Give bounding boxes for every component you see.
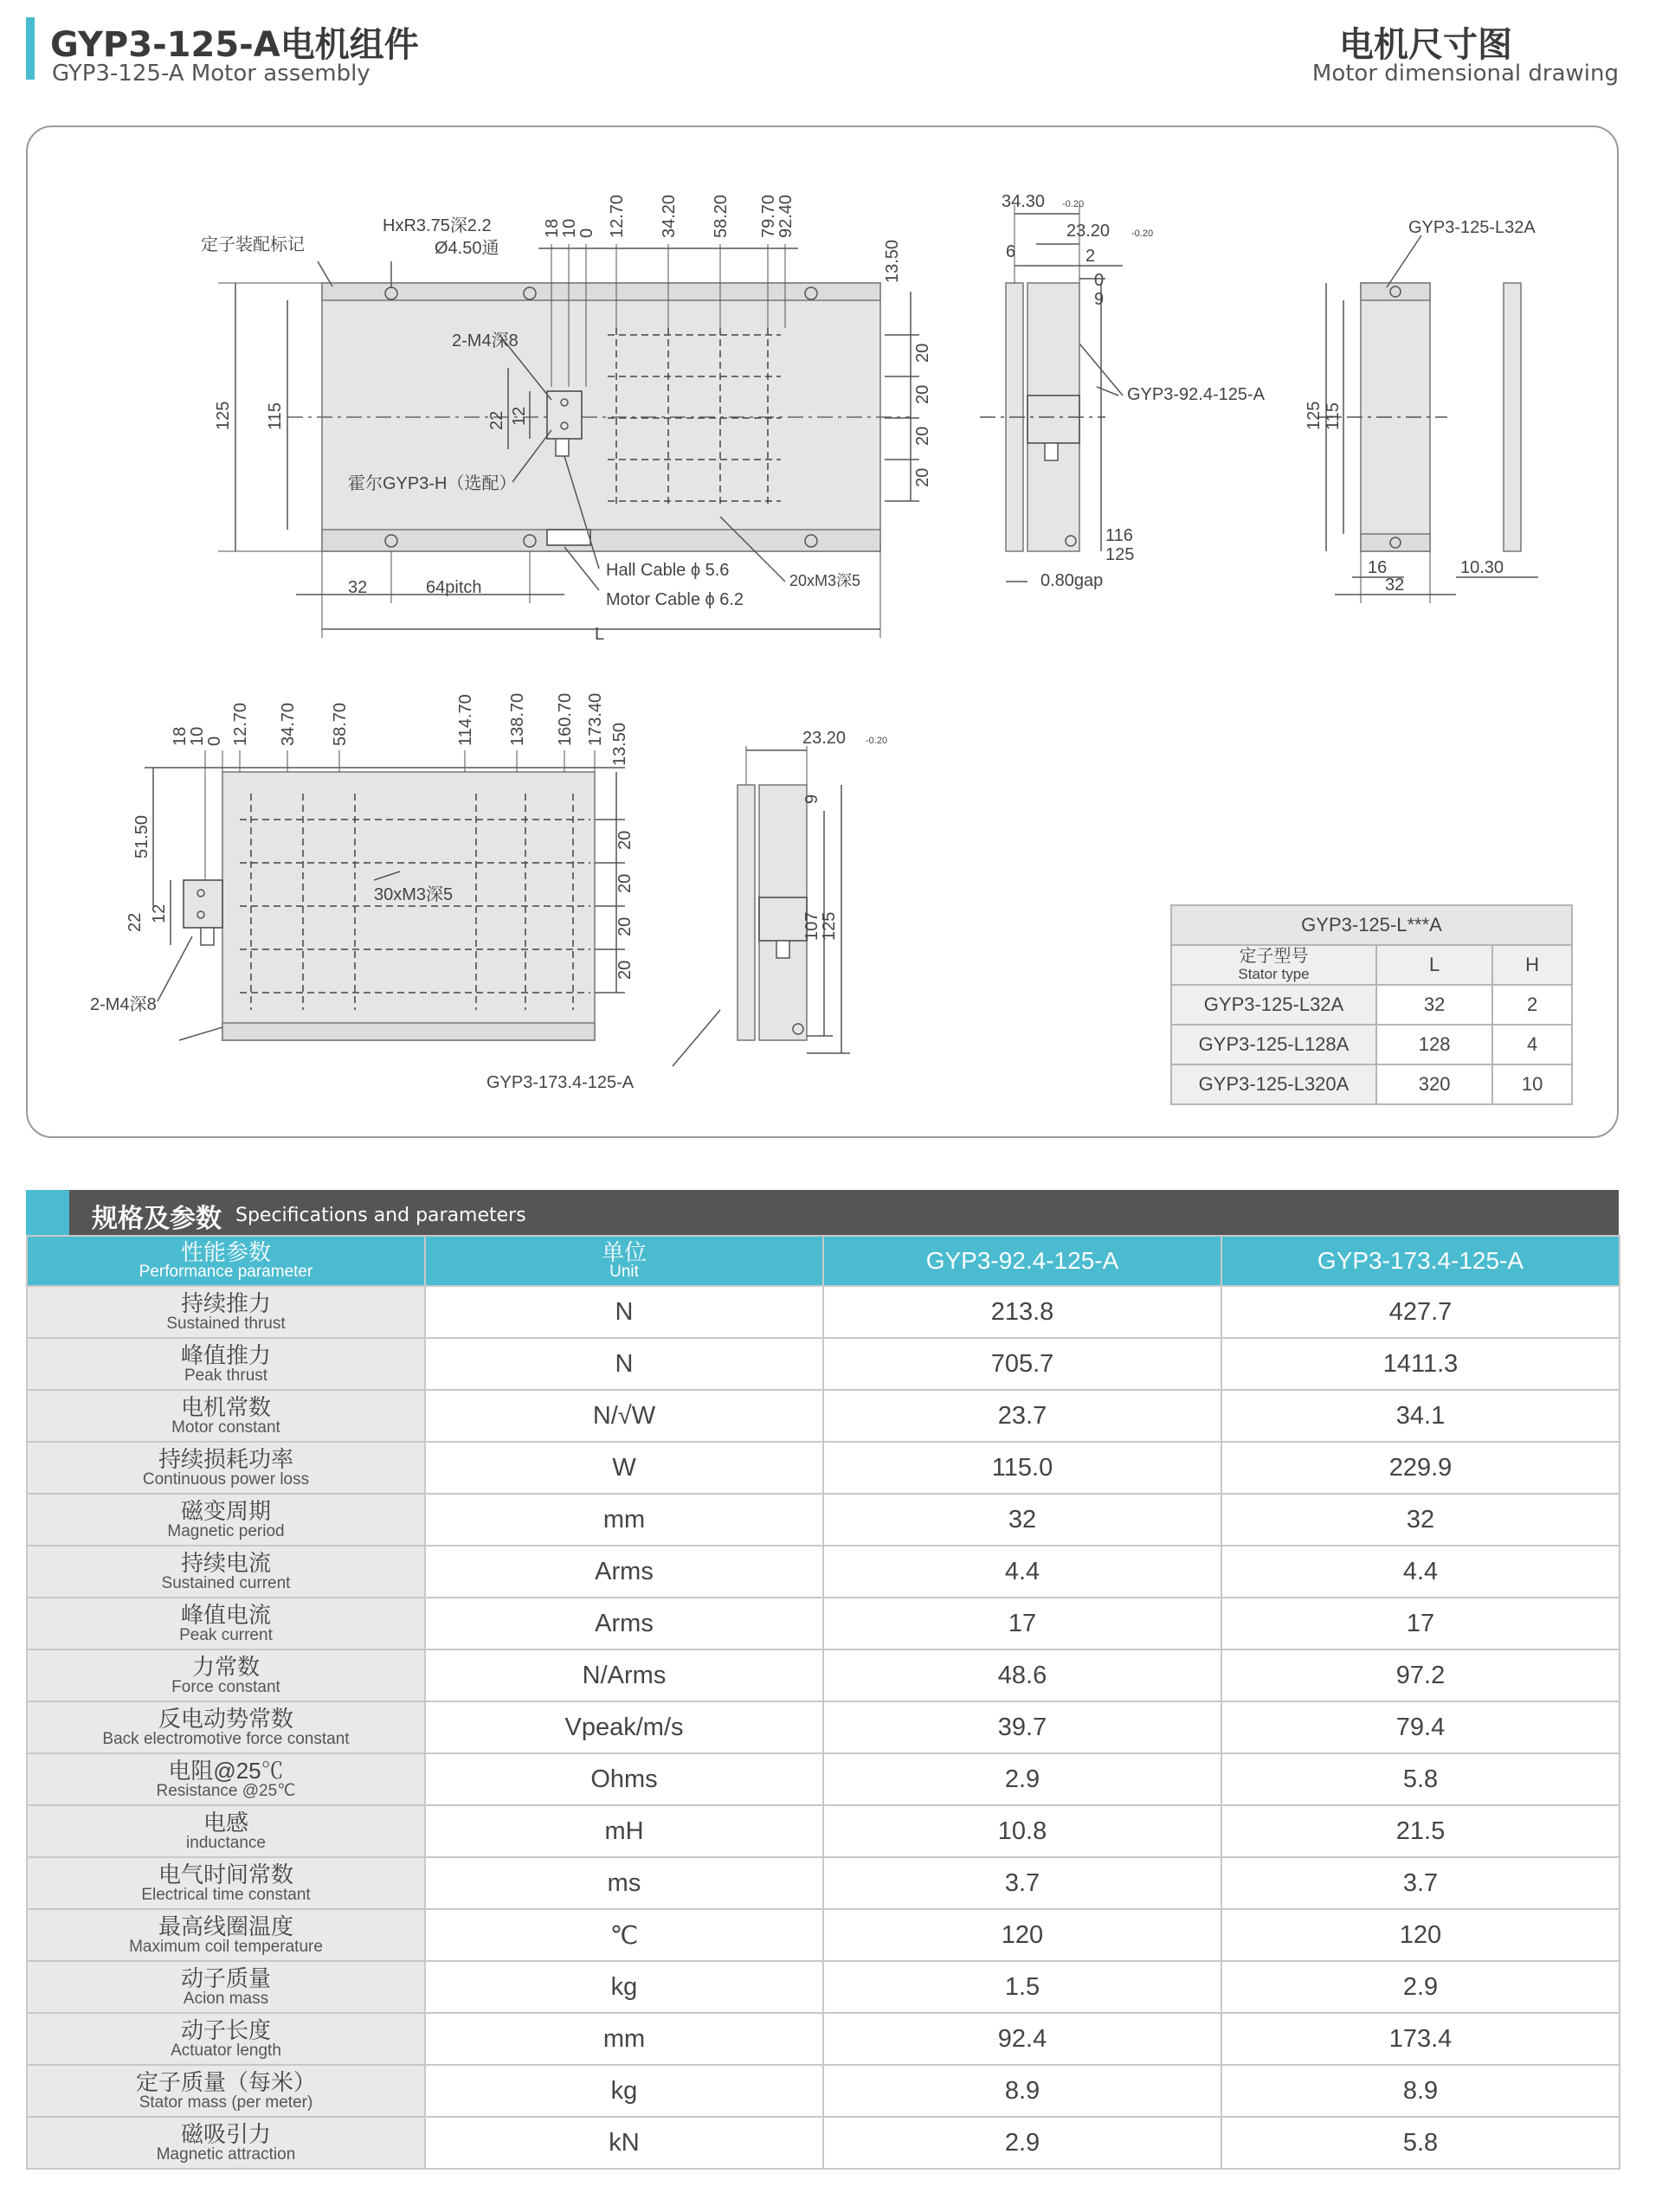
value-cell-model1: 115.0 xyxy=(823,1442,1221,1494)
side-view-1 xyxy=(980,192,1266,590)
spec-header-cn: 规格及参数 xyxy=(92,1204,222,1234)
stator-cell-H: 4 xyxy=(1492,1025,1572,1064)
label-115-stator: 115 xyxy=(1324,402,1343,430)
bottom-vdim-9: 173.40 xyxy=(586,692,605,746)
label-16: 16 xyxy=(1368,558,1388,577)
unit-cell: kg xyxy=(425,2065,823,2117)
value-cell-model2: 229.9 xyxy=(1221,1442,1620,1494)
label-motor-cable: Motor Cable ϕ 6.2 xyxy=(606,590,744,609)
value-cell-model1: 23.7 xyxy=(823,1390,1221,1442)
label-116: 116 xyxy=(1105,526,1133,545)
table-row xyxy=(1171,1025,1572,1064)
value-cell-model1: 705.7 xyxy=(823,1338,1221,1390)
stator-cell-type: GYP3-125-L128A xyxy=(1171,1025,1376,1064)
unit-cell: N xyxy=(425,1286,823,1338)
table-row xyxy=(27,2117,1620,2169)
unit-cell: mH xyxy=(425,1805,823,1857)
label-hall-cable: Hall Cable ϕ 5.6 xyxy=(606,561,730,580)
value-cell-model2: 79.4 xyxy=(1221,1701,1620,1753)
value-cell-model1: 92.4 xyxy=(823,2013,1221,2065)
param-cell xyxy=(27,1805,425,1857)
value-cell-model2: 34.1 xyxy=(1221,1390,1620,1442)
top-vdim-4: 34.20 xyxy=(660,194,679,238)
col-unit-cn: 单位 xyxy=(601,1239,647,1265)
label-12-top: 12 xyxy=(510,406,529,426)
label-20b-top: 20 xyxy=(913,384,932,404)
bottom-vdim-3: 12.70 xyxy=(231,702,250,746)
label-L: L xyxy=(595,625,605,644)
bottom-vdim-0: 18 xyxy=(171,726,190,746)
value-cell-model1: 4.4 xyxy=(823,1546,1221,1598)
label-107: 107 xyxy=(802,911,821,941)
table-row xyxy=(27,1961,1620,2013)
label-m4-top: 2-M4深8 xyxy=(452,331,519,350)
label-m4-bottom: 2-M4深8 xyxy=(90,995,157,1014)
unit-cell: Vpeak/m/s xyxy=(425,1701,823,1753)
param-cell xyxy=(27,2013,425,2065)
stator-cell-L: 320 xyxy=(1376,1064,1492,1104)
table-row xyxy=(27,1442,1620,1494)
param-cn: 电机常数 xyxy=(180,1394,271,1420)
stator-table-title: GYP3-125-L***A xyxy=(1171,905,1572,945)
stator-cell-L: 32 xyxy=(1376,985,1492,1025)
top-view xyxy=(201,195,932,644)
label-20c-top: 20 xyxy=(913,426,932,446)
label-22-top: 22 xyxy=(487,410,506,430)
label-10-30: 10.30 xyxy=(1460,558,1504,577)
unit-cell: W xyxy=(425,1442,823,1494)
value-cell-model1: 120 xyxy=(823,1909,1221,1961)
col-param-en: Performance parameter xyxy=(138,1263,313,1281)
value-cell-model2: 97.2 xyxy=(1221,1649,1620,1701)
value-cell-model2: 2.9 xyxy=(1221,1961,1620,2013)
param-en: inductance xyxy=(186,1834,266,1852)
param-en: Actuator length xyxy=(171,2042,281,2060)
param-cell xyxy=(27,1857,425,1909)
table-row xyxy=(27,1909,1620,1961)
label-hall-sensor: 霍尔GYP3-H（选配） xyxy=(348,474,517,493)
label-m3-top: 20xM3深5 xyxy=(789,572,861,589)
label-115-top: 115 xyxy=(266,402,285,430)
unit-cell: N/Arms xyxy=(425,1649,823,1701)
label-125-stator: 125 xyxy=(1304,401,1324,430)
param-en: Motor constant xyxy=(171,1418,280,1437)
param-cn: 磁变周期 xyxy=(180,1498,271,1524)
spec-header-accent xyxy=(26,1190,69,1235)
unit-cell: N/√W xyxy=(425,1390,823,1442)
table-row xyxy=(27,1753,1620,1805)
param-en: Electrical time constant xyxy=(141,1886,311,1904)
table-row xyxy=(27,1805,1620,1857)
unit-cell: ms xyxy=(425,1857,823,1909)
label-23-20-side2: 23.20 xyxy=(802,729,847,748)
bottom-vdim-5: 58.70 xyxy=(331,702,350,746)
value-cell-model2: 4.4 xyxy=(1221,1546,1620,1598)
value-cell-model1: 3.7 xyxy=(823,1857,1221,1909)
label-20a-bottom: 20 xyxy=(615,830,635,850)
param-cell xyxy=(27,1286,425,1338)
label-12-bottom: 12 xyxy=(150,903,169,923)
label-6: 6 xyxy=(1006,242,1016,261)
label-9-side2: 9 xyxy=(802,794,821,804)
col-param-header xyxy=(27,1236,425,1286)
unit-cell: kg xyxy=(425,1961,823,2013)
table-row xyxy=(1171,985,1572,1025)
spec-table xyxy=(26,1235,1620,2170)
value-cell-model2: 32 xyxy=(1221,1494,1620,1546)
value-cell-model2: 120 xyxy=(1221,1909,1620,1961)
bottom-vdim-1: 10 xyxy=(188,726,207,746)
label-bottom-assembly: GYP3-173.4-125-A xyxy=(486,1073,635,1092)
value-cell-model2: 1411.3 xyxy=(1221,1338,1620,1390)
param-cn: 定子质量（每米） xyxy=(135,2069,316,2095)
section-title-drawing: 电机尺寸图 xyxy=(1339,25,1512,65)
value-cell-model1: 213.8 xyxy=(823,1286,1221,1338)
label-51-50: 51.50 xyxy=(132,814,151,858)
param-cell xyxy=(27,1649,425,1701)
value-cell-model1: 8.9 xyxy=(823,2065,1221,2117)
unit-cell: ℃ xyxy=(425,1909,823,1961)
page-title: GYP3-125-A电机组件 xyxy=(50,25,419,65)
unit-cell: N xyxy=(425,1338,823,1390)
param-cell xyxy=(27,1598,425,1649)
stator-cell-type: GYP3-125-L320A xyxy=(1171,1064,1376,1104)
label-9: 9 xyxy=(1094,290,1105,309)
param-cn: 电阻@25℃ xyxy=(168,1758,284,1784)
param-cn: 动子质量 xyxy=(180,1965,271,1991)
param-cn: 峰值推力 xyxy=(180,1342,271,1368)
spec-section xyxy=(26,1190,1619,2170)
table-row xyxy=(27,1701,1620,1753)
label-125-side1: 125 xyxy=(1105,545,1135,564)
table-row xyxy=(27,1546,1620,1598)
top-vdim-2: 0 xyxy=(577,228,596,238)
unit-cell: mm xyxy=(425,2013,823,2065)
section-subtitle-drawing: Motor dimensional drawing xyxy=(1311,61,1619,87)
param-cell xyxy=(27,1909,425,1961)
stator-col-L: L xyxy=(1376,945,1492,985)
label-34-30: 34.30 xyxy=(1002,192,1046,211)
value-cell-model2: 8.9 xyxy=(1221,2065,1620,2117)
param-cn: 持续电流 xyxy=(180,1550,271,1576)
param-cn: 峰值电流 xyxy=(180,1602,271,1628)
param-en: Peak thrust xyxy=(184,1366,268,1385)
value-cell-model2: 427.7 xyxy=(1221,1286,1620,1338)
drawing-panel xyxy=(26,125,1619,1138)
param-en: Force constant xyxy=(171,1678,280,1696)
value-cell-model1: 17 xyxy=(823,1598,1221,1649)
label-side1-assembly: GYP3-92.4-125-A xyxy=(1127,385,1265,404)
param-en: Magnetic attraction xyxy=(156,2145,296,2164)
param-cn: 电气时间常数 xyxy=(158,1862,293,1887)
label-stator-mark: 定子装配标记 xyxy=(201,235,305,254)
side-view-2 xyxy=(738,729,887,1053)
value-cell-model1: 1.5 xyxy=(823,1961,1221,2013)
value-cell-model1: 39.7 xyxy=(823,1701,1221,1753)
unit-cell: Arms xyxy=(425,1598,823,1649)
label-stator-model: GYP3-125-L32A xyxy=(1408,218,1536,237)
title-accent-bar xyxy=(26,17,35,80)
param-cell xyxy=(27,2065,425,2117)
top-vdim-5: 58.20 xyxy=(712,194,731,238)
table-row xyxy=(27,1857,1620,1909)
param-en: Stator mass (per meter) xyxy=(138,2093,313,2112)
param-cn: 力常数 xyxy=(191,1654,260,1680)
bottom-vdim-7: 138.70 xyxy=(508,692,527,746)
param-en: Peak current xyxy=(179,1626,273,1644)
value-cell-model2: 5.8 xyxy=(1221,1753,1620,1805)
stator-cell-type: GYP3-125-L32A xyxy=(1171,985,1376,1025)
col-unit-en: Unit xyxy=(609,1263,639,1281)
value-cell-model1: 32 xyxy=(823,1494,1221,1546)
page-subtitle: GYP3-125-A Motor assembly xyxy=(52,61,370,87)
stator-cell-H: 10 xyxy=(1492,1064,1572,1104)
label-hole-hxr: HxR3.75深2.2 xyxy=(383,216,492,235)
param-cell xyxy=(27,1442,425,1494)
bottom-vdim-2: 0 xyxy=(205,736,224,746)
label-20c-bottom: 20 xyxy=(615,916,635,936)
bottom-vdim-6: 114.70 xyxy=(456,694,475,746)
value-cell-model2: 3.7 xyxy=(1221,1857,1620,1909)
bottom-vdim-8: 160.70 xyxy=(556,692,575,746)
label-gap: 0.80gap xyxy=(1040,571,1104,590)
param-cell xyxy=(27,1961,425,2013)
col-unit-header xyxy=(425,1236,823,1286)
table-row xyxy=(27,2065,1620,2117)
label-hole-dia: Ø4.50通 xyxy=(435,239,499,258)
top-vdim-7: 92.40 xyxy=(776,194,796,238)
param-cn: 电感 xyxy=(203,1810,248,1836)
param-cell xyxy=(27,1753,425,1805)
param-cell xyxy=(27,1494,425,1546)
param-en: Sustained thrust xyxy=(166,1315,286,1333)
stator-view xyxy=(1304,218,1538,603)
label-32-stator: 32 xyxy=(1385,576,1405,595)
label-m3-bottom: 30xM3深5 xyxy=(374,885,454,904)
unit-cell: Ohms xyxy=(425,1753,823,1805)
param-cn: 磁吸引力 xyxy=(180,2121,271,2147)
stator-col-type xyxy=(1171,945,1376,985)
value-cell-model2: 21.5 xyxy=(1221,1805,1620,1857)
table-row xyxy=(27,1286,1620,1338)
value-cell-model1: 2.9 xyxy=(823,2117,1221,2169)
label-23-20: 23.20 xyxy=(1066,222,1111,241)
value-cell-model1: 2.9 xyxy=(823,1753,1221,1805)
top-vdim-1: 10 xyxy=(560,218,579,238)
stator-cell-H: 2 xyxy=(1492,985,1572,1025)
label-tol-side2: -0.20 xyxy=(866,736,888,746)
param-en: Maximum coil temperature xyxy=(129,1938,323,1956)
label-20a-top: 20 xyxy=(913,343,932,363)
top-vdim-0: 18 xyxy=(543,218,562,238)
table-row xyxy=(27,1390,1620,1442)
spec-header-en: Specifications and parameters xyxy=(235,1205,526,1226)
bottom-vdim-4: 34.70 xyxy=(279,702,298,746)
param-en: Magnetic period xyxy=(167,1522,285,1540)
label-22-bottom: 22 xyxy=(126,912,145,932)
label-20b-bottom: 20 xyxy=(615,873,635,893)
table-row xyxy=(27,1598,1620,1649)
table-row xyxy=(27,1494,1620,1546)
label-tol-1: -0.20 xyxy=(1062,199,1085,209)
label-pitch: 64pitch xyxy=(426,578,482,597)
stator-col-H: H xyxy=(1492,945,1572,985)
table-row xyxy=(1171,1064,1572,1104)
value-cell-model1: 48.6 xyxy=(823,1649,1221,1701)
unit-cell: mm xyxy=(425,1494,823,1546)
param-cn: 反电动势常数 xyxy=(158,1706,293,1732)
label-2: 2 xyxy=(1085,247,1096,266)
param-en: Continuous power loss xyxy=(142,1470,310,1489)
param-cell xyxy=(27,1546,425,1598)
label-20d-top: 20 xyxy=(913,467,932,487)
param-cn: 持续推力 xyxy=(180,1290,271,1316)
unit-cell: kN xyxy=(425,2117,823,2169)
value-cell-model2: 5.8 xyxy=(1221,2117,1620,2169)
label-0: 0 xyxy=(1094,271,1105,290)
label-125-side2: 125 xyxy=(820,911,839,941)
param-en: Sustained current xyxy=(161,1574,291,1592)
col-model1-header: GYP3-92.4-125-A xyxy=(823,1236,1221,1286)
value-cell-model1: 10.8 xyxy=(823,1805,1221,1857)
label-tol-2: -0.20 xyxy=(1131,228,1154,239)
top-vdim-3: 12.70 xyxy=(608,194,627,238)
param-cell xyxy=(27,2117,425,2169)
value-cell-model2: 17 xyxy=(1221,1598,1620,1649)
stator-type-table xyxy=(1170,904,1573,1105)
table-row xyxy=(27,1338,1620,1390)
col-model2-header: GYP3-173.4-125-A xyxy=(1221,1236,1620,1286)
label-13-50-bottom: 13.50 xyxy=(610,722,629,766)
value-cell-model2: 173.4 xyxy=(1221,2013,1620,2065)
bottom-view xyxy=(90,693,720,1092)
param-en: Acion mass xyxy=(183,1990,269,2008)
stator-col-type-cn: 定子型号 xyxy=(1239,946,1309,966)
label-20d-bottom: 20 xyxy=(615,960,635,980)
top-vdim-6: 79.70 xyxy=(759,194,778,238)
table-row xyxy=(27,1649,1620,1701)
param-cell xyxy=(27,1390,425,1442)
table-row xyxy=(27,2013,1620,2065)
stator-col-type-en: Stator type xyxy=(1238,965,1310,982)
label-125-top: 125 xyxy=(214,401,233,430)
param-en: Resistance @25℃ xyxy=(156,1782,296,1800)
param-cn: 动子长度 xyxy=(180,2017,271,2043)
stator-cell-L: 128 xyxy=(1376,1025,1492,1064)
label-13-50-top: 13.50 xyxy=(883,239,902,283)
label-32-top: 32 xyxy=(348,578,368,597)
param-cell xyxy=(27,1338,425,1390)
unit-cell: Arms xyxy=(425,1546,823,1598)
spec-table-body xyxy=(27,1286,1620,2169)
param-cn: 持续损耗功率 xyxy=(158,1446,293,1472)
spec-header xyxy=(26,1190,1619,1235)
param-en: Back electromotive force constant xyxy=(102,1730,350,1748)
param-cell xyxy=(27,1701,425,1753)
col-param-cn: 性能参数 xyxy=(180,1239,271,1265)
param-cn: 最高线圈温度 xyxy=(158,1913,293,1939)
